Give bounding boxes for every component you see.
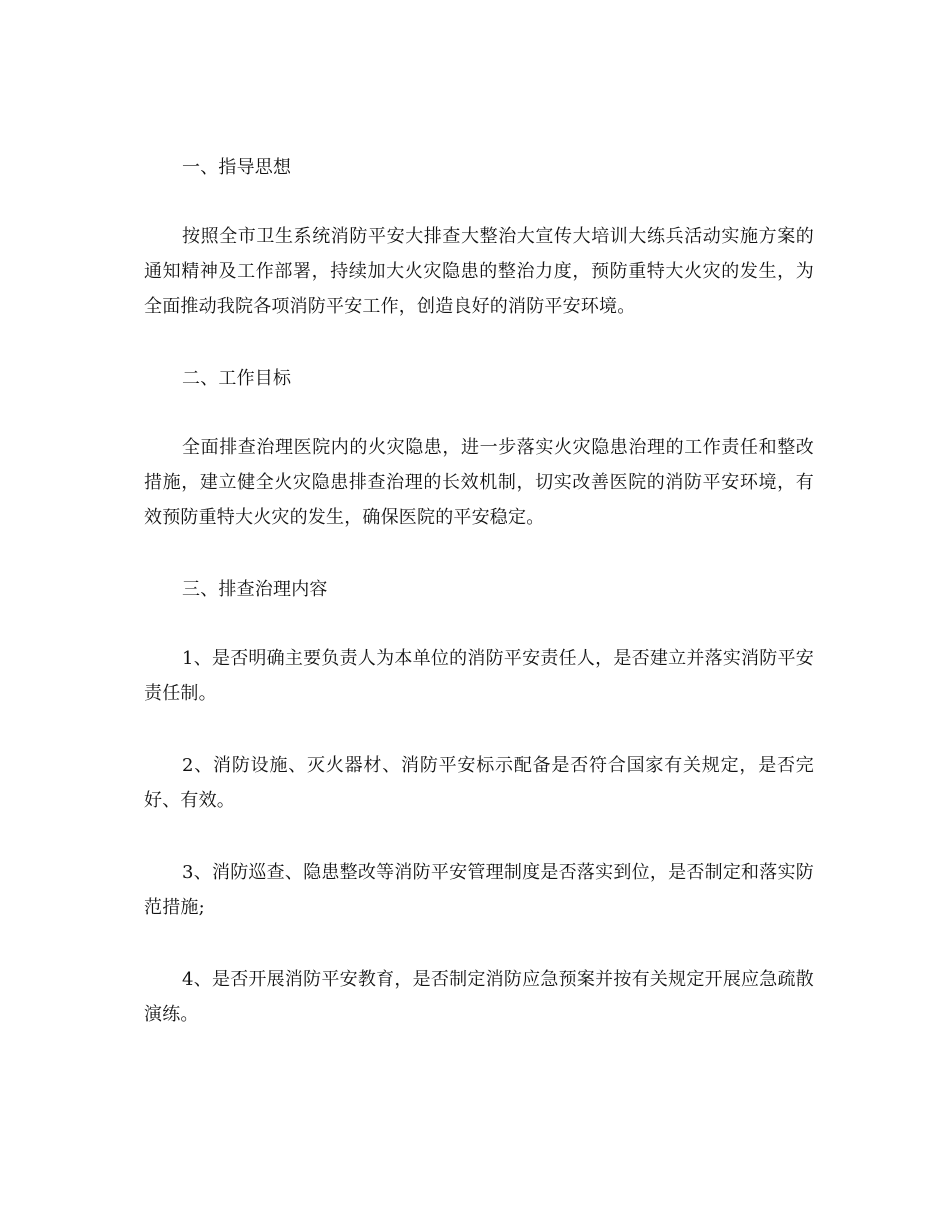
paragraph-guiding-ideology: 按照全市卫生系统消防平安大排查大整治大宣传大培训大练兵活动实施方案的通知精神及工作部署，持续加大火灾隐患的整治力度，预防重特大火灾的发生，为全面推动我院各项消防平安工作，创造良好的消防平安环境。 [144,226,814,317]
paragraph-inspection-item-3: 3、消防巡查、隐患整改等消防平安管理制度是否落实到位，是否制定和落实防范措施; [144,862,814,918]
section-heading-work-goals: 二、工作目标 [182,368,292,389]
paragraph-inspection-item-4: 4、是否开展消防平安教育，是否制定消防应急预案并按有关规定开展应急疏散演练。 [144,969,814,1025]
paragraph-work-goals: 全面排查治理医院内的火灾隐患，进一步落实火灾隐患治理的工作责任和整改措施，建立健全火灾隐患排查治理的长效机制，切实改善医院的消防平安环境，有效预防重特大火灾的发生，确保医院的平安稳定。 [144,437,814,528]
paragraph-inspection-item-2: 2、消防设施、灭火器材、消防平安标示配备是否符合国家有关规定，是否完好、有效。 [144,755,814,811]
section-heading-inspection-content: 三、排查治理内容 [182,579,328,600]
document-body [144,150,814,1032]
section-heading-guiding-ideology: 一、指导思想 [182,157,292,178]
paragraph-inspection-item-1: 1、是否明确主要负责人为本单位的消防平安责任人，是否建立并落实消防平安责任制。 [144,648,814,704]
